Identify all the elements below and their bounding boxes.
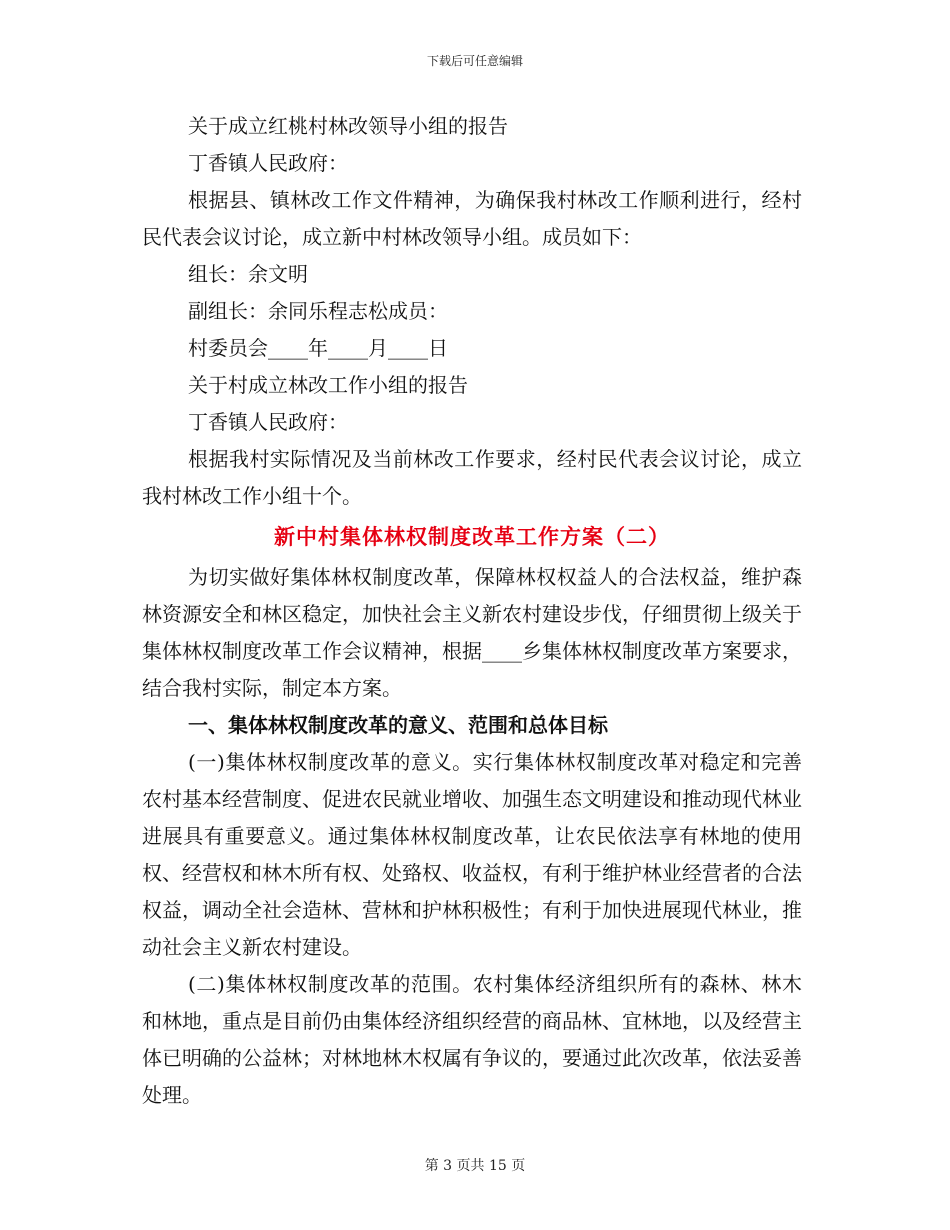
signature-date-line: 村委员会____年____月____日 xyxy=(188,336,448,360)
body-paragraph-2: (二)集体林权制度改革的范围。农村集体经济组织所有的森林、林木和林地，重点是目前仍由集体经济组织经营的商品林、宜林地，以及经营主体已明确的公益林；对林地林木权属有争议的，要通过此次改革，依法妥善处理。 xyxy=(142,972,802,1107)
page-header-note: 下载后可任意编辑 xyxy=(426,54,523,68)
heading-level-1: 一、集体林权制度改革的意义、范围和总体目标 xyxy=(188,713,608,737)
page-number-footer: 第 3 页共 15 页 xyxy=(424,1158,526,1174)
report-body-2: 根据我村实际情况及当前林改工作要求，经村民代表会议讨论，成立我村林改工作小组十个。 xyxy=(142,447,802,508)
addressee-1: 丁香镇人民政府： xyxy=(188,151,348,175)
report-title-2: 关于村成立林改工作小组的报告 xyxy=(188,373,468,397)
addressee-2: 丁香镇人民政府： xyxy=(188,410,348,434)
report-title-1: 关于成立红桃村林改领导小组的报告 xyxy=(188,114,508,138)
report-body-1: 根据县、镇林改工作文件精神，为确保我村林改工作顺利进行，经村民代表会议讨论，成立新中村林改领导小组。成员如下： xyxy=(142,188,802,249)
deputy-leader-line: 副组长：余同乐程志松成员： xyxy=(188,299,448,323)
body-paragraph-1: (一)集体林权制度改革的意义。实行集体林权制度改革对稳定和完善农村基本经营制度、促进农民就业增收、加强生态文明建设和推动现代林业进展具有重要意义。通过集体林权制度改革，让农民依法享有林地的使用权、经营权和林木所有权、处臵权、收益权，有利于维护林业经营者的合法权益，调动全社会造林、营林和护林积极性；有利于加快进展现代林业，推动社会主义新农村建设。 xyxy=(142,750,802,959)
section-title: 新中村集体林权制度改革工作方案（二） xyxy=(274,524,670,549)
section-intro-paragraph: 为切实做好集体林权制度改革，保障林权权益人的合法权益，维护森林资源安全和林区稳定，加快社会主义新农村建设步伐，仔细贯彻上级关于集体林权制度改革工作会议精神，根据____乡集体林权制度改革方案要求，结合我村实际，制定本方案。 xyxy=(142,565,802,700)
document-body xyxy=(142,108,802,1114)
group-leader-line: 组长：余文明 xyxy=(188,262,308,286)
